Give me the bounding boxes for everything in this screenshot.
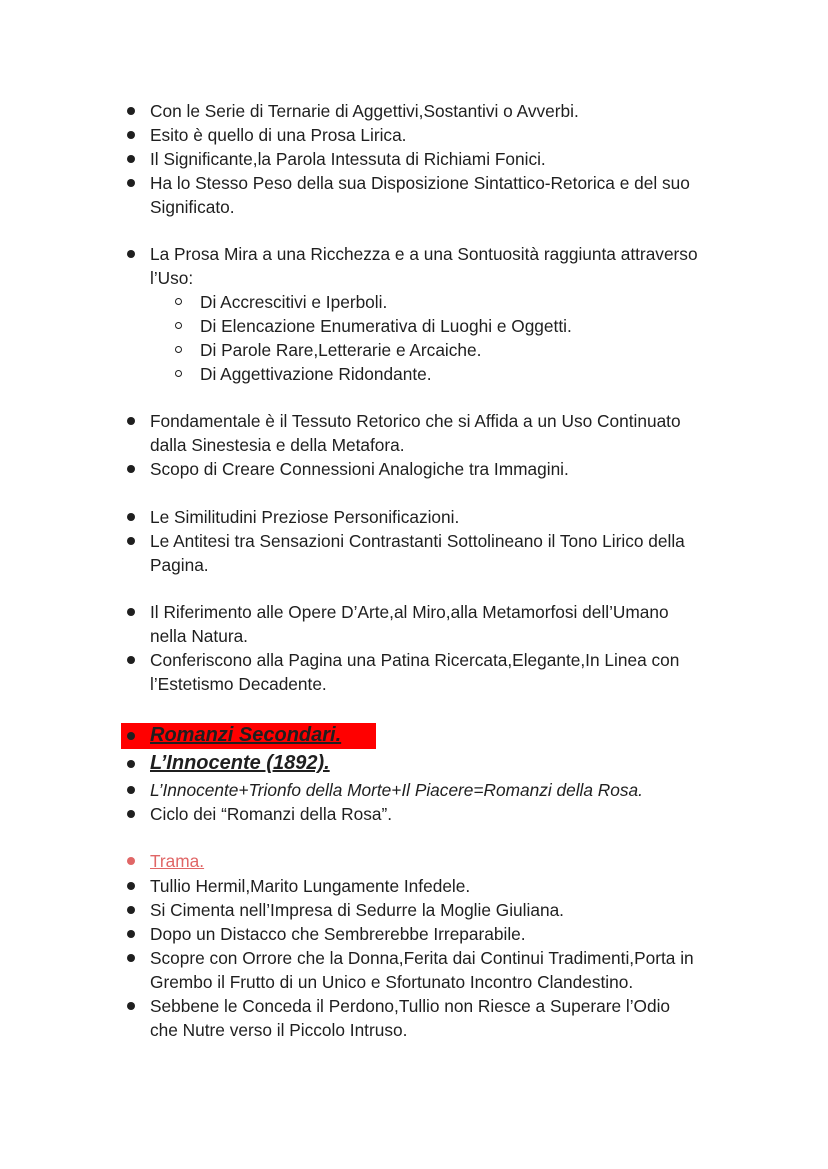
list-item: Le Antitesi tra Sensazioni Contrastanti Sottolineano il Tono Lirico della	[150, 531, 685, 551]
bullet-icon	[127, 954, 135, 962]
list-item-continuation: l’Estetismo Decadente.	[150, 674, 327, 694]
list-item: Scopre con Orrore che la Donna,Ferita dai Continui Tradimenti,Porta in	[150, 948, 694, 968]
sub-list-item: Di Elencazione Enumerativa di Luoghi e Oggetti.	[200, 316, 572, 336]
bullet-icon	[127, 417, 135, 425]
bullet-icon	[127, 537, 135, 545]
list-item: Esito è quello di una Prosa Lirica.	[150, 125, 407, 145]
bullet-icon	[127, 1002, 135, 1010]
bullet-icon	[127, 465, 135, 473]
list-item-continuation: Pagina.	[150, 555, 209, 575]
list-item-continuation: nella Natura.	[150, 626, 248, 646]
list-item: Ha lo Stesso Peso della sua Disposizione Sintattico-Retorica e del suo	[150, 173, 690, 193]
trama-link[interactable]: Trama.	[150, 851, 205, 871]
hollow-bullet-icon	[175, 298, 182, 305]
list-item: Le Similitudini Preziose Personificazioni.	[150, 507, 460, 527]
hollow-bullet-icon	[175, 322, 182, 329]
list-item-continuation: Significato.	[150, 197, 235, 217]
list-item: Fondamentale è il Tessuto Retorico che si Affida a un Uso Continuato	[150, 411, 681, 431]
bullet-icon	[127, 513, 135, 521]
bullet-icon	[127, 930, 135, 938]
list-item: Si Cimenta nell’Impresa di Sedurre la Moglie Giuliana.	[150, 900, 564, 920]
bullet-icon	[127, 656, 135, 664]
list-item: Il Riferimento alle Opere D’Arte,al Miro,alla Metamorfosi dell’Umano	[150, 602, 669, 622]
sub-list-item: Di Accrescitivi e Iperboli.	[200, 292, 388, 312]
list-item: Con le Serie di Ternarie di Aggettivi,Sostantivi o Avverbi.	[150, 101, 579, 121]
list-item: Sebbene le Conceda il Perdono,Tullio non Riesce a Superare l’Odio	[150, 996, 671, 1016]
bullet-icon	[127, 857, 135, 865]
bullet-icon	[127, 882, 135, 890]
list-item: Tullio Hermil,Marito Lungamente Infedele.	[150, 876, 471, 896]
list-item-continuation: dalla Sinestesia e della Metafora.	[150, 435, 405, 455]
list-item: Dopo un Distacco che Sembrerebbe Irreparabile.	[150, 924, 526, 944]
bullet-icon	[127, 155, 135, 163]
bullet-icon	[127, 107, 135, 115]
bullet-icon	[127, 131, 135, 139]
hollow-bullet-icon	[175, 370, 182, 377]
list-item: Scopo di Creare Connessioni Analogiche tra Immagini.	[150, 459, 569, 479]
section-heading: Romanzi Secondari.	[150, 724, 342, 746]
section-subheading: L’Innocente (1892).	[150, 752, 330, 774]
bullet-icon	[127, 732, 135, 740]
bullet-icon	[127, 906, 135, 914]
bullet-icon	[127, 608, 135, 616]
list-item: L’Innocente+Trionfo della Morte+Il Piacere=Romanzi della Rosa.	[150, 780, 643, 800]
list-item: Il Significante,la Parola Intessuta di Richiami Fonici.	[150, 149, 546, 169]
list-item: Conferiscono alla Pagina una Patina Ricercata,Elegante,In Linea con	[150, 650, 680, 670]
list-item-continuation: che Nutre verso il Piccolo Intruso.	[150, 1020, 408, 1040]
bullet-icon	[127, 810, 135, 818]
list-item-continuation: l’Uso:	[150, 268, 194, 288]
list-item: Ciclo dei “Romanzi della Rosa”.	[150, 804, 393, 824]
list-item-continuation: Grembo il Frutto di un Unico e Sfortunato Incontro Clandestino.	[150, 972, 634, 992]
sub-list-item: Di Parole Rare,Letterarie e Arcaiche.	[200, 340, 482, 360]
hollow-bullet-icon	[175, 346, 182, 353]
bullet-icon	[127, 250, 135, 258]
bullet-icon	[127, 786, 135, 794]
bullet-icon	[127, 760, 135, 768]
list-item: La Prosa Mira a una Ricchezza e a una Sontuosità raggiunta attraverso	[150, 244, 698, 264]
bullet-icon	[127, 179, 135, 187]
sub-list-item: Di Aggettivazione Ridondante.	[200, 364, 432, 384]
